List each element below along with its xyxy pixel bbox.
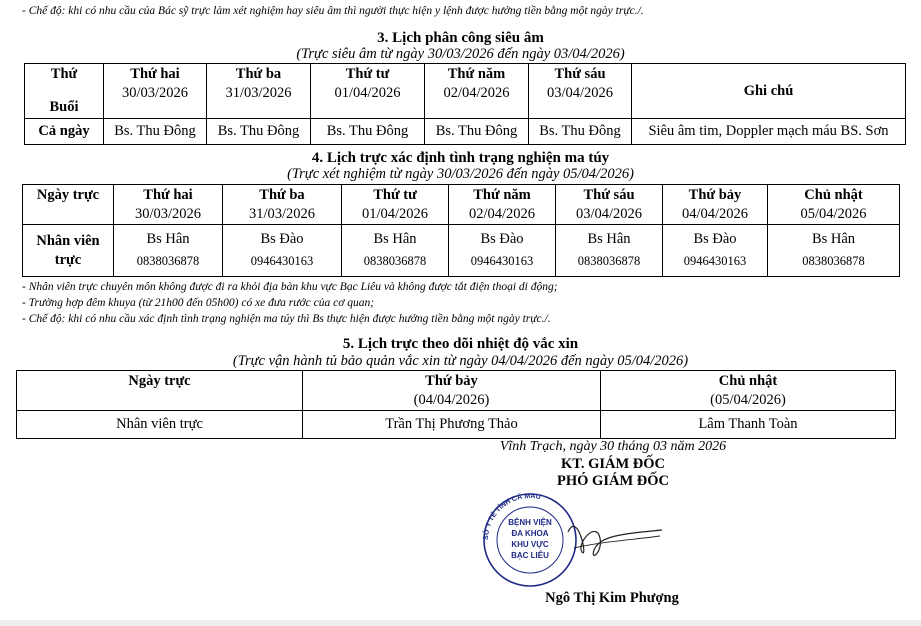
s4-day-header: Chủ nhật 05/04/2026 bbox=[768, 185, 900, 225]
top-note: - Chế độ: khi có nhu cầu của Bác sỹ trực làm xét nghiệm hay siêu âm thì người thực hiện y lệnh được hưởng tiền bằng một ngày trực./. bbox=[22, 5, 644, 17]
section3-subtitle: (Trực siêu âm từ ngày 30/03/2026 đến ngày 03/04/2026) bbox=[296, 46, 625, 62]
official-stamp-and-signature bbox=[470, 490, 670, 590]
s4-staff-cell: Bs Hân 0838036878 bbox=[768, 225, 900, 277]
s4-staff-cell: Bs Hân 0838036878 bbox=[556, 225, 663, 277]
s3-doctor-cell: Bs. Thu Đông bbox=[311, 119, 425, 145]
section5-title: 5. Lịch trực theo dõi nhiệt độ vắc xin bbox=[342, 336, 579, 352]
section4-subtitle: (Trực xét nghiệm từ ngày 30/03/2026 đến ngày 05/04/2026) bbox=[287, 166, 634, 182]
s3-day-header: Thứ ba 31/03/2026 bbox=[207, 64, 311, 119]
note-header: Ghi chú bbox=[632, 64, 906, 119]
stamp-line: BỆNH VIỆN bbox=[508, 518, 552, 527]
s4-day-header: Thứ ba 31/03/2026 bbox=[223, 185, 342, 225]
signer-name: Ngô Thị Kim Phượng bbox=[545, 590, 679, 606]
corner-header bbox=[25, 64, 104, 119]
vaccine-temp-schedule-table bbox=[16, 370, 896, 439]
corner-top-label: Thứ bbox=[50, 66, 78, 82]
s4-staff-cell: Bs Đào 0946430163 bbox=[449, 225, 556, 277]
ultrasound-schedule-table bbox=[24, 63, 906, 145]
s4-header-label: Ngày trực bbox=[23, 185, 114, 225]
s5-day-header: Thứ bảy (04/04/2026) bbox=[303, 371, 601, 411]
s3-day-header: Thứ tư 01/04/2026 bbox=[311, 64, 425, 119]
s4-day-header: Thứ hai 30/03/2026 bbox=[114, 185, 223, 225]
s5-header-label: Ngày trực bbox=[17, 371, 303, 411]
s5-staff-cell: Lâm Thanh Toàn bbox=[601, 411, 896, 439]
row-label-full-day: Cả ngày bbox=[25, 119, 104, 145]
s3-doctor-cell: Bs. Thu Đông bbox=[104, 119, 207, 145]
s3-doctor-cell: Bs. Thu Đông bbox=[207, 119, 311, 145]
s4-note-2: - Trường hợp đêm khuya (từ 21h00 đến 05h00) có xe đưa rước của cơ quan; bbox=[22, 297, 375, 309]
stamp-line: ĐA KHOA bbox=[511, 529, 549, 538]
signature-title-2: PHÓ GIÁM ĐỐC bbox=[557, 473, 669, 489]
s3-day-header: Thứ sáu 03/04/2026 bbox=[529, 64, 632, 119]
s4-note-3: - Chế độ: khi có nhu cầu xác định tình trạng nghiện ma túy thì Bs thực hiện được hưởng tiền bằng một ngày trực./. bbox=[22, 313, 551, 325]
s3-day-header: Thứ hai 30/03/2026 bbox=[104, 64, 207, 119]
s3-row-note: Siêu âm tim, Doppler mạch máu BS. Sơn bbox=[632, 119, 906, 145]
s4-day-header: Thứ tư 01/04/2026 bbox=[342, 185, 449, 225]
s4-staff-cell: Bs Hân 0838036878 bbox=[114, 225, 223, 277]
handwritten-signature bbox=[568, 526, 662, 555]
stamp-line: BẠC LIÊU bbox=[511, 551, 549, 560]
s5-staff-cell: Trần Thị Phương Thảo bbox=[303, 411, 601, 439]
drug-test-schedule-table bbox=[22, 184, 900, 277]
section4-title: 4. Lịch trực xác định tình trạng nghiện ma túy bbox=[311, 150, 610, 166]
s4-note-1: - Nhân viên trực chuyên môn không được đi ra khỏi địa bàn khu vực Bạc Liêu và không được tắt điện thoại di động; bbox=[22, 281, 558, 293]
section5-subtitle: (Trực vận hành tủ bảo quản vắc xin từ ngày 04/04/2026 đến ngày 05/04/2026) bbox=[232, 353, 689, 369]
s4-day-header: Thứ năm 02/04/2026 bbox=[449, 185, 556, 225]
section3-title: 3. Lịch phân công siêu âm bbox=[377, 30, 544, 46]
place-date: Vĩnh Trạch, ngày 30 tháng 03 năm 2026 bbox=[499, 439, 727, 454]
s3-day-header: Thứ năm 02/04/2026 bbox=[425, 64, 529, 119]
s4-staff-cell: Bs Hân 0838036878 bbox=[342, 225, 449, 277]
s4-day-header: Thứ sáu 03/04/2026 bbox=[556, 185, 663, 225]
s4-staff-label: Nhân viên trực bbox=[23, 225, 114, 277]
stamp-ring-text: SỞ Y TẾ TỈNH CÀ MAU bbox=[482, 492, 542, 541]
s3-doctor-cell: Bs. Thu Đông bbox=[425, 119, 529, 145]
page-bottom-edge bbox=[0, 620, 921, 626]
s5-day-header: Chủ nhật (05/04/2026) bbox=[601, 371, 896, 411]
s4-staff-cell: Bs Đào 0946430163 bbox=[663, 225, 768, 277]
s3-doctor-cell: Bs. Thu Đông bbox=[529, 119, 632, 145]
signature-title-1: KT. GIÁM ĐỐC bbox=[560, 456, 666, 472]
s5-staff-label: Nhân viên trực bbox=[17, 411, 303, 439]
corner-bottom-label: Buổi bbox=[49, 99, 79, 115]
stamp-line: KHU VỰC bbox=[511, 540, 549, 549]
s4-day-header: Thứ bảy 04/04/2026 bbox=[663, 185, 768, 225]
s4-staff-cell: Bs Đào 0946430163 bbox=[223, 225, 342, 277]
